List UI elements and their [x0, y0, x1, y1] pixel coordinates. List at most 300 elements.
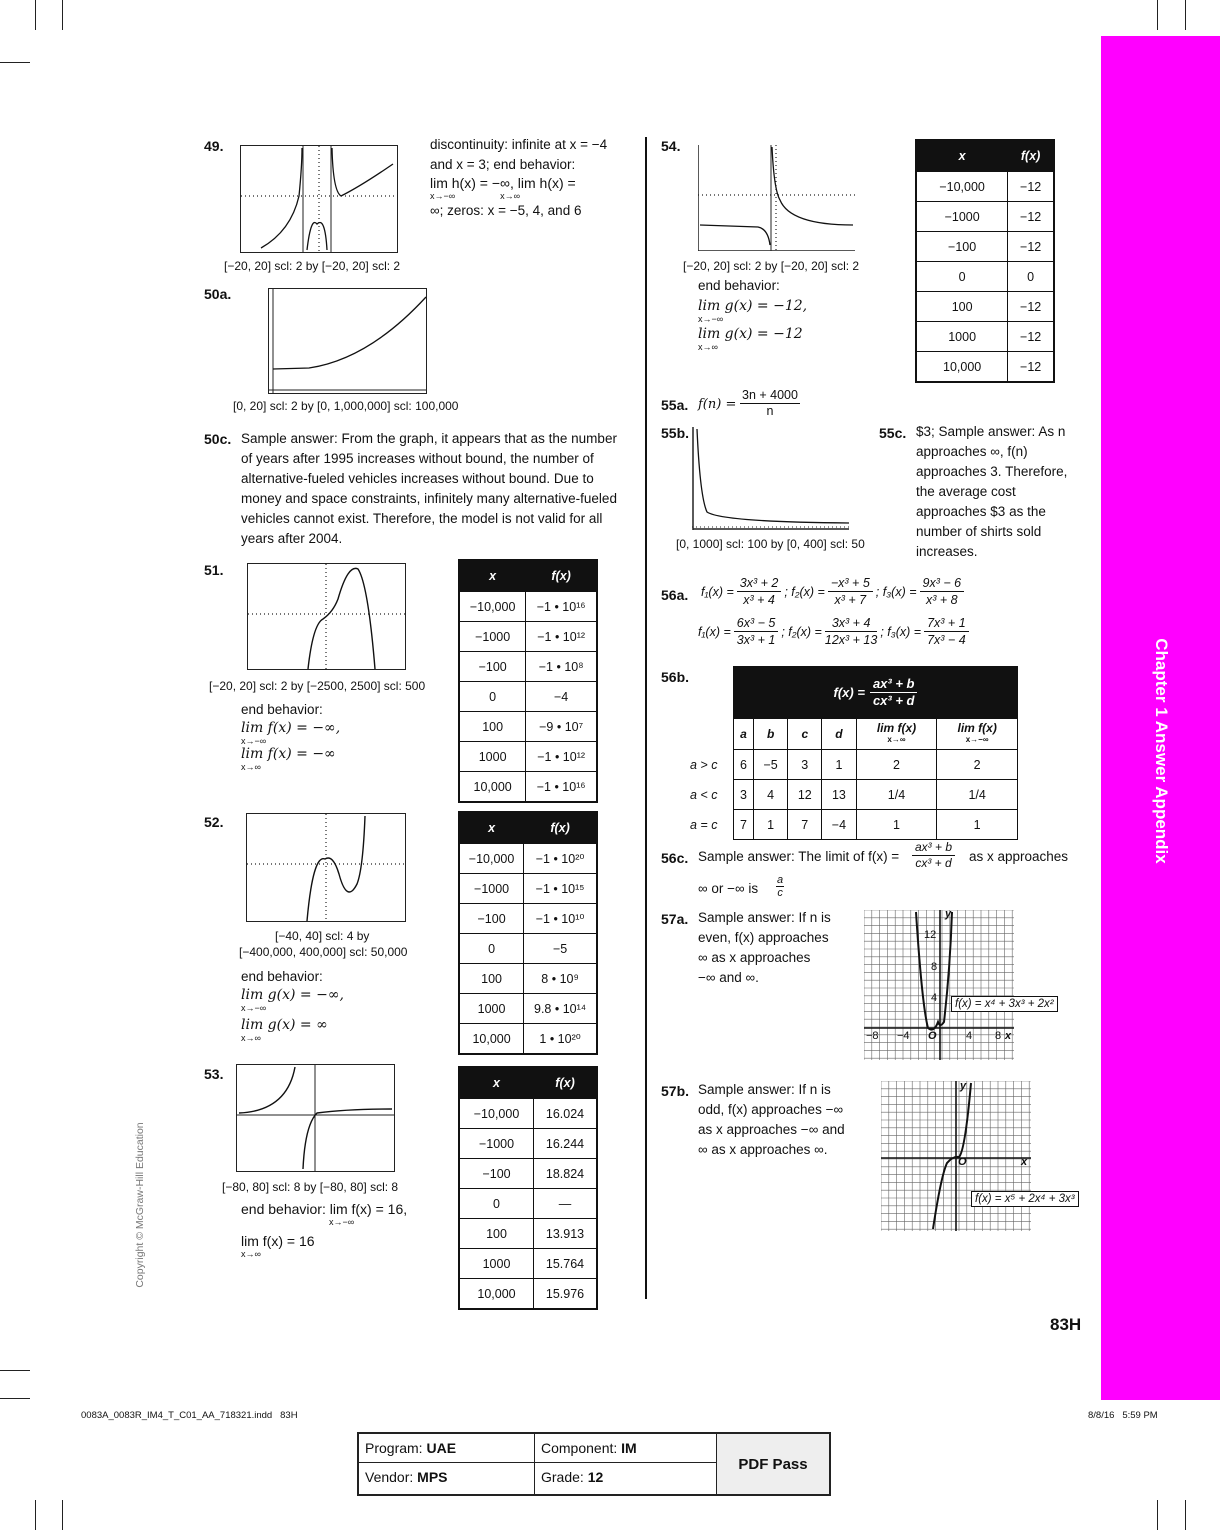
problem-text: and x = 3; end behavior: [430, 157, 576, 172]
text-line: number of shirts sold [916, 524, 1042, 539]
x-value: 100 [459, 712, 526, 742]
table-row [916, 292, 1054, 322]
table-row [459, 1159, 597, 1189]
column-header [753, 719, 788, 750]
fx-value: −1 • 10¹² [526, 742, 597, 772]
limit-expression: lim g(x) = −12 [698, 326, 803, 342]
denominator: x³ + 4 [743, 593, 775, 607]
text-line: of years after 1995 increases without bound, the number of [241, 451, 594, 466]
equation-lhs: ; f₃(x) = [880, 624, 922, 639]
numerator: 7x³ + 1 [924, 615, 969, 632]
equation-lhs: f₁(x) = [698, 624, 731, 639]
fx-value: 15.976 [534, 1279, 597, 1310]
problem-number: 57b. [661, 1083, 690, 1099]
row-labels [690, 750, 717, 840]
footer-label: Program: [365, 1440, 423, 1456]
footer-value: IM [621, 1440, 637, 1456]
table-row [459, 934, 597, 964]
problem-number: 51. [204, 562, 224, 578]
table-cell: 3 [788, 750, 822, 780]
x-value: −100 [459, 1159, 534, 1189]
fx-value: −1 • 10¹⁶ [526, 772, 597, 803]
text-line: approaches ∞, f(n) [916, 444, 1028, 459]
limit-expression: lim g(x) = ∞ [241, 1017, 328, 1033]
table-cell: 7 [788, 810, 822, 840]
header-text: d [835, 726, 843, 741]
equation-row [698, 575, 964, 608]
fx-value: −12 [1008, 352, 1054, 383]
crop-mark [35, 1500, 36, 1530]
date-info: 8/8/16 5:59 PM [1088, 1410, 1158, 1421]
x-value: 100 [916, 292, 1008, 322]
table-cell: 1/4 [937, 780, 1018, 810]
fx-value: — [534, 1189, 597, 1219]
fx-value: 9.8 • 10¹⁴ [524, 994, 597, 1024]
production-footer [357, 1432, 831, 1496]
problem-number: 55a. [661, 397, 689, 413]
table-53 [458, 1066, 598, 1310]
problem-number: 55c. [879, 425, 907, 441]
table-cell: 1 [856, 810, 937, 840]
x-tick: 8 [995, 1030, 1002, 1042]
equation-lhs: ; f₃(x) = [875, 584, 917, 599]
table-row [459, 904, 597, 934]
text-line: Sample answer: If n is [698, 910, 831, 925]
column-header: f(x) [1008, 140, 1054, 172]
text-line: the average cost [916, 484, 1016, 499]
footer-value: 12 [587, 1469, 604, 1485]
fx-value: −12 [1008, 322, 1054, 352]
program-cell [359, 1434, 535, 1463]
x-value: 1000 [459, 742, 526, 772]
problem-number: 50c. [204, 431, 232, 447]
x-tick: −8 [866, 1030, 879, 1042]
limit-subscript: x→∞ [241, 1249, 261, 1259]
fx-value: −1 • 10¹² [526, 622, 597, 652]
denominator: 3x³ + 1 [736, 633, 776, 647]
table-cell: 1 [822, 750, 857, 780]
fraction [920, 575, 965, 608]
problem-number: 54. [661, 138, 681, 154]
equation-lhs: f₁(x) = [701, 584, 734, 599]
numerator: 6x³ − 5 [734, 615, 779, 632]
fraction [825, 615, 877, 648]
numerator: 3x³ + 2 [737, 575, 782, 592]
x-tick: 4 [966, 1030, 973, 1042]
x-value: 1000 [459, 994, 524, 1024]
x-value: −100 [459, 652, 526, 682]
table-row [459, 1129, 597, 1159]
text-line: ∞ as x approaches ∞. [698, 1142, 828, 1157]
problem-number: 55b. [661, 425, 690, 441]
x-value: 0 [916, 262, 1008, 292]
header-text: c [801, 726, 809, 741]
numerator: a [777, 874, 784, 886]
table-row [459, 682, 597, 712]
sidebar-label: Chapter 1 Answer Appendix [1151, 638, 1171, 864]
problem-text: ∞; zeros: x = −5, 4, and 6 [430, 203, 582, 218]
table-row [916, 232, 1054, 262]
fx-value: 1 • 10²⁰ [524, 1024, 597, 1055]
x-value: 0 [459, 934, 524, 964]
column-header: x [459, 1067, 534, 1099]
end-behavior-label: end behavior: [698, 278, 780, 293]
table-row [459, 622, 597, 652]
numerator: 3n + 4000 [742, 388, 798, 402]
fx-value: 13.913 [534, 1219, 597, 1249]
text-line: ∞ as x approaches [698, 950, 811, 965]
x-value: −10,000 [459, 1099, 534, 1129]
problem-number: 50a. [204, 286, 232, 302]
limit-expression: lim f(x) = −∞, [241, 720, 341, 736]
limit-expression: lim g(x) = −12, [698, 298, 808, 314]
table-cell: 2 [937, 750, 1018, 780]
fx-value: −5 [524, 934, 597, 964]
table-row [459, 1279, 597, 1310]
graph-57b [881, 1081, 1031, 1231]
fx-value: −1 • 10²⁰ [524, 844, 597, 874]
equation-lhs: ; f₂(x) = [781, 624, 822, 639]
fx-value: 0 [1008, 262, 1054, 292]
fx-value: 8 • 10⁹ [524, 964, 597, 994]
limit-expression: lim f(x) = −∞ [241, 746, 336, 762]
graph-window: [−80, 80] scl: 8 by [−80, 80] scl: 8 [222, 1180, 399, 1194]
limit-expression: lim g(x) = −∞, [241, 987, 344, 1003]
denominator: c [777, 887, 783, 899]
table-row [734, 780, 1018, 810]
numerator: 3x³ + 4 [825, 615, 877, 632]
fraction [924, 615, 969, 648]
crop-mark [35, 0, 36, 30]
fx-value: −12 [1008, 202, 1054, 232]
text-line: even, f(x) approaches [698, 930, 829, 945]
table-cell: 12 [788, 780, 822, 810]
text-line: as x approaches −∞ and [698, 1122, 845, 1137]
table-row [916, 352, 1054, 383]
crop-mark [1185, 0, 1186, 30]
fx-value: −1 • 10⁸ [526, 652, 597, 682]
footer-value: MPS [417, 1469, 448, 1485]
footer-label: Component: [541, 1440, 618, 1456]
fx-value: −9 • 10⁷ [526, 712, 597, 742]
fx-value: 16.024 [534, 1099, 597, 1129]
problem-number: 56b. [661, 669, 690, 685]
fraction [912, 840, 955, 871]
table-cell: 1 [753, 810, 788, 840]
fx-value: −1 • 10¹⁶ [526, 592, 597, 622]
table-54 [915, 139, 1055, 383]
table-cell: 7 [734, 810, 754, 840]
x-value: −100 [916, 232, 1008, 262]
equation-row [695, 615, 969, 648]
footer-value: UAE [426, 1440, 457, 1456]
row-label: a = c [690, 818, 718, 832]
crop-mark [62, 1500, 63, 1530]
y-tick: 8 [931, 961, 938, 973]
x-value: 100 [459, 964, 524, 994]
x-axis-label: x [1005, 1030, 1012, 1042]
crop-mark [1157, 1500, 1158, 1530]
column-header [788, 719, 822, 750]
denominator: cx³ + d [915, 856, 952, 870]
fx-value: −12 [1008, 172, 1054, 202]
table-row [459, 844, 597, 874]
fx-value: −12 [1008, 292, 1054, 322]
table-56b-title [733, 666, 1018, 718]
row-label: a < c [690, 788, 718, 802]
column-header [937, 719, 1018, 750]
crop-mark [0, 1398, 30, 1399]
fx-value: 15.764 [534, 1249, 597, 1279]
graph-window: [−20, 20] scl: 2 by [−20, 20] scl: 2 [224, 259, 401, 273]
header-text: lim f(x) [876, 721, 917, 735]
table-cell: −5 [753, 750, 788, 780]
text-line: approaches $3 as the [916, 504, 1046, 519]
table-row [459, 712, 597, 742]
x-value: 1000 [459, 1249, 534, 1279]
graph-window: [−20, 20] scl: 2 by [−2500, 2500] scl: 500 [209, 679, 426, 693]
header-text: lim f(x) [957, 721, 997, 735]
table-cell: 1 [937, 810, 1018, 840]
text-line: approaches 3. Therefore, [916, 464, 1068, 479]
y-axis-label: y [960, 1080, 967, 1092]
table-row [459, 1249, 597, 1279]
y-tick: 12 [924, 929, 937, 941]
answer-paragraph [698, 908, 831, 988]
text-line: alternative-fueled vehicles increases without bound. Due to [241, 471, 594, 486]
table-cell: 6 [734, 750, 754, 780]
chapter-sidebar [1101, 36, 1220, 1400]
graph-51 [247, 563, 406, 670]
graph-window: [−40, 40] scl: 4 by [275, 929, 370, 943]
text-line: $3; Sample answer: As n [916, 424, 1066, 439]
table-cell: 4 [753, 780, 788, 810]
fx-value: 16.244 [534, 1129, 597, 1159]
function-label: f(x) = x⁴ + 3x³ + 2x² [951, 996, 1058, 1012]
x-value: −1000 [459, 622, 526, 652]
table-row [916, 262, 1054, 292]
limit-subscript: x→−∞ x→∞ [430, 191, 521, 201]
problem-text: Sample answer: The limit of f(x) = [698, 849, 900, 864]
header-text: a [740, 726, 747, 741]
numerator: 9x³ − 6 [920, 575, 965, 592]
graph-57a [864, 910, 1014, 1060]
fraction [740, 388, 800, 419]
table-row [734, 750, 1018, 780]
x-value: 10,000 [459, 1024, 524, 1055]
text-line: years after 2004. [241, 531, 343, 546]
denominator: 12x³ + 13 [824, 633, 878, 647]
limit-expression: lim f(x) = 16 [241, 1233, 315, 1249]
answer-paragraph [241, 429, 641, 549]
text-line: Sample answer: From the graph, it appears that as the number [241, 431, 617, 446]
fraction [737, 575, 782, 608]
x-value: −10,000 [459, 844, 524, 874]
graph-window: [−20, 20] scl: 2 by [−20, 20] scl: 2 [683, 259, 860, 273]
text-line: Sample answer: If n is [698, 1082, 831, 1097]
graph-window: [−400,000, 400,000] scl: 50,000 [239, 945, 408, 959]
table-row [459, 1189, 597, 1219]
limit-subscript: x→−∞ [329, 1217, 355, 1227]
column-header: x [459, 812, 524, 844]
table-row [459, 1099, 597, 1129]
crop-mark [1157, 0, 1158, 30]
x-value: −1000 [459, 1129, 534, 1159]
column-header: f(x) [534, 1067, 597, 1099]
function-label: f(x) = x⁵ + 2x⁴ + 3x³ [971, 1191, 1079, 1207]
problem-text: as x approaches [969, 849, 1069, 864]
table-row [916, 172, 1054, 202]
fx-value: −1 • 10¹⁵ [524, 874, 597, 904]
denominator: x³ + 8 [926, 593, 958, 607]
table-row [916, 202, 1054, 232]
table-row [459, 1219, 597, 1249]
fx-value: −4 [526, 682, 597, 712]
table-row [459, 742, 597, 772]
row-label: a > c [690, 758, 718, 772]
fraction [734, 615, 779, 648]
column-divider [645, 137, 647, 1299]
graph-window: [0, 1000] scl: 100 by [0, 400] scl: 50 [676, 537, 865, 551]
crop-mark [62, 0, 63, 30]
table-cell: 3 [734, 780, 754, 810]
column-header [734, 719, 754, 750]
table-row [459, 592, 597, 622]
x-tick: −4 [897, 1030, 910, 1042]
table-52 [458, 811, 598, 1055]
problem-number: 56c. [661, 850, 689, 866]
graph-54 [698, 145, 855, 251]
graph-window: [0, 20] scl: 2 by [0, 1,000,000] scl: 100,000 [233, 399, 459, 413]
limit-subscript: x→−∞ [241, 736, 267, 746]
table-row [459, 1024, 597, 1055]
problem-text: discontinuity: infinite at x = −4 [430, 137, 608, 152]
text-line: odd, f(x) approaches −∞ [698, 1102, 844, 1117]
numerator: ax³ + b [912, 840, 955, 856]
answer-paragraph [916, 422, 1096, 562]
x-value: −10,000 [459, 592, 526, 622]
problem-number: 56a. [661, 587, 689, 603]
problem-number: 49. [204, 138, 224, 154]
column-header: x [459, 560, 526, 592]
footer-label: Vendor: [365, 1469, 414, 1485]
graph-49 [240, 145, 398, 253]
graph-55b [692, 427, 849, 530]
page-number: 83H [1050, 1315, 1082, 1334]
x-value: 0 [459, 1189, 534, 1219]
x-value: 10,000 [916, 352, 1008, 383]
table-row [459, 994, 597, 1024]
fx-value: 18.824 [534, 1159, 597, 1189]
x-axis-label: x [1021, 1156, 1028, 1168]
status-badge: PDF Pass [717, 1434, 829, 1494]
table-row [459, 772, 597, 803]
column-header [822, 719, 857, 750]
crop-mark [0, 62, 30, 63]
column-header: f(x) [524, 812, 597, 844]
limit-expression: lim h(x) = −∞, lim h(x) = [430, 175, 576, 191]
x-value: 0 [459, 682, 526, 712]
vendor-cell [359, 1463, 535, 1494]
table-row [459, 964, 597, 994]
table-cell: 13 [822, 780, 857, 810]
problem-text: ∞ or −∞ is [698, 881, 759, 896]
origin-label: O [958, 1156, 967, 1168]
x-value: −100 [459, 904, 524, 934]
limit-subscript: x→−∞ [698, 314, 724, 324]
equation-lhs: f(n) = [698, 397, 737, 412]
text-line: −∞ and ∞. [698, 970, 759, 985]
x-value: −1000 [916, 202, 1008, 232]
y-tick: 4 [931, 992, 938, 1004]
text-line: vehicles cannot exist. Therefore, the model is not valid for all [241, 511, 603, 526]
x-value: 1000 [916, 322, 1008, 352]
column-header: f(x) [526, 560, 597, 592]
header-text: b [766, 726, 775, 741]
table-row [459, 652, 597, 682]
copyright-text: Copyright © McGraw-Hill Education [134, 1122, 146, 1288]
limit-subscript: x→−∞ [241, 1003, 267, 1013]
x-value: −10,000 [916, 172, 1008, 202]
limit-subscript: x→∞ [241, 762, 261, 772]
limit-expression: end behavior: lim f(x) = 16, [241, 1201, 408, 1217]
x-value: 100 [459, 1219, 534, 1249]
grade-cell [535, 1463, 717, 1494]
problem-number: 57a. [661, 911, 689, 927]
equation-lhs: ; f₂(x) = [784, 584, 825, 599]
text-line: increases. [916, 544, 978, 559]
footer-label: Grade: [541, 1469, 584, 1485]
table-row [734, 810, 1018, 840]
table-cell: 1/4 [856, 780, 937, 810]
file-info: 0083A_0083R_IM4_T_C01_AA_718321.indd 83H [81, 1410, 298, 1421]
equation-55a [698, 395, 736, 415]
limit-subscript: x→∞ [241, 1033, 261, 1043]
fx-value: −1 • 10¹⁰ [524, 904, 597, 934]
column-header [856, 719, 937, 750]
limit-subscript: x→∞ [698, 342, 718, 352]
graph-52 [246, 813, 406, 922]
component-cell [535, 1434, 717, 1463]
denominator: x³ + 7 [834, 593, 867, 607]
x-value: 10,000 [459, 772, 526, 803]
table-56b [733, 718, 1018, 840]
graph-53 [236, 1064, 395, 1172]
end-behavior-label: end behavior: [241, 702, 323, 717]
origin-label: O [928, 1030, 937, 1042]
table-cell: −4 [822, 810, 857, 840]
crop-mark [1185, 1500, 1186, 1530]
table-row [916, 322, 1054, 352]
table-cell: 2 [856, 750, 937, 780]
numerator: −x³ + 5 [828, 575, 873, 592]
title-lhs: f(x) = [833, 684, 865, 700]
table-row [459, 874, 597, 904]
table-51 [458, 559, 598, 803]
numerator: ax³ + b [870, 676, 918, 693]
fx-value: −12 [1008, 232, 1054, 262]
fraction [776, 874, 784, 899]
denominator: n [766, 404, 774, 418]
problem-number: 53. [204, 1066, 224, 1082]
y-axis-label: y [945, 908, 952, 920]
text-line: money and space constraints, infinitely many alternative-fueled [241, 491, 617, 506]
problem-number: 52. [204, 814, 224, 830]
answer-paragraph [698, 1080, 845, 1160]
crop-mark [0, 1370, 30, 1371]
denominator: 7x³ − 4 [927, 633, 966, 647]
header-subscript: x→−∞ [965, 735, 989, 744]
